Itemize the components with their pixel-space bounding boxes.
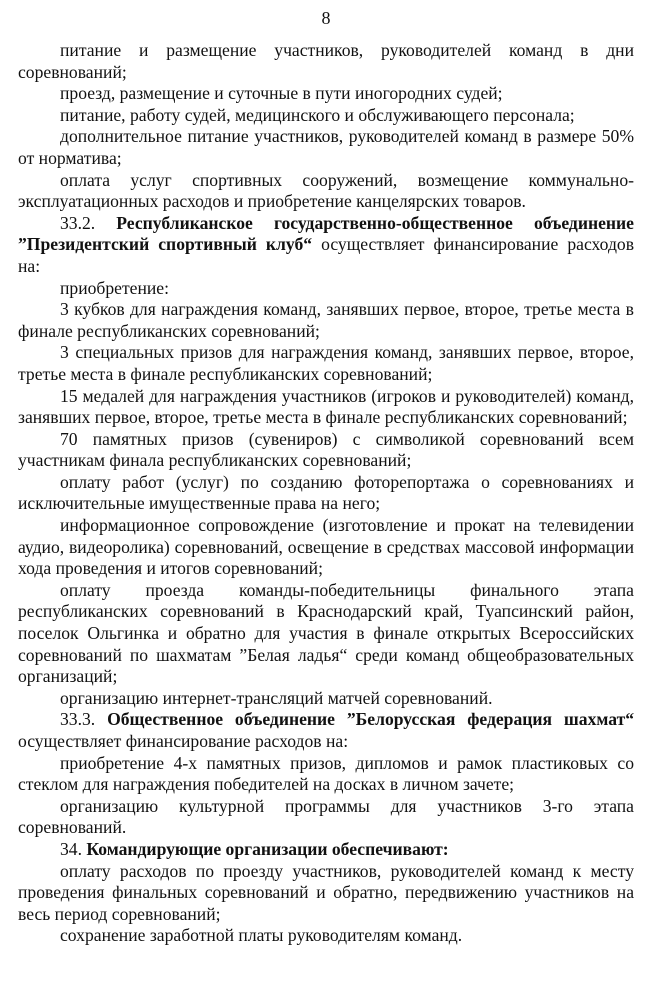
text-span: 33.2. — [60, 212, 117, 233]
text-span: 15 медалей для награждения участников (игроков и руководителей) команд, занявших первое, второе, третье места в финале республиканских соревнований; — [18, 385, 634, 428]
text-span: оплату работ (услуг) по созданию фоторепортажа о соревнованиях и исключительные имущественные права на него; — [18, 471, 634, 514]
paragraph-p7 — [18, 278, 634, 300]
text-span: приобретение 4-х памятных призов, дипломов и рамок пластиковых со стеклом для награждения победителей на досках в личном зачете; — [18, 752, 634, 795]
text-span: информационное сопровождение (изготовление и прокат на телевидении аудио, видеоролика) соревнований, освещение в средствах массовой информации хода проведения и итогов соревнований; — [18, 515, 634, 579]
text-span: сохранение заработной платы руководителям команд. — [60, 925, 463, 946]
paragraph-p19 — [18, 839, 634, 861]
paragraph-p13 — [18, 515, 634, 580]
text-span: оплата услуг спортивных сооружений, возмещение коммунально-эксплуатационных расходов и приобретение канцелярских товаров. — [18, 169, 634, 212]
text-span: 3 кубков для награждения команд, занявших первое, второе, третье места в финале республиканских соревнований; — [18, 299, 634, 341]
text-span: 3 специальных призов для награждения команд, занявших первое, второе, третье места в финале республиканских соревнований; — [18, 342, 634, 384]
paragraph-p20 — [18, 861, 634, 926]
paragraph-p3 — [18, 105, 634, 127]
paragraph-p4 — [18, 126, 634, 169]
text-span: приобретение: — [60, 277, 170, 298]
text-span: дополнительное питание участников, руководителей команд в размере 50% от норматива; — [18, 126, 634, 168]
paragraph-p17 — [18, 753, 634, 796]
text-span: проезд, размещение и суточные в пути иногородних судей; — [60, 83, 503, 104]
text-span: 34. — [60, 838, 87, 859]
text-span: осуществляет финансирование расходов на: — [18, 234, 634, 276]
paragraph-p9 — [18, 342, 634, 385]
bold-text: Общественное объединение ”Белорусская федерация шахмат“ — [107, 709, 635, 730]
paragraph-p11 — [18, 429, 634, 472]
document-body — [18, 40, 634, 947]
paragraph-p14 — [18, 580, 634, 688]
paragraph-p5 — [18, 170, 634, 213]
bold-text: Командирующие организации обеспечивают: — [86, 838, 449, 859]
paragraph-p16 — [18, 709, 634, 752]
paragraph-p15 — [18, 688, 634, 710]
text-span: питание и размещение участников, руководителей команд в дни соревнований; — [18, 40, 634, 82]
paragraph-p21 — [18, 925, 634, 947]
paragraph-p1 — [18, 40, 634, 83]
text-span: организацию интернет-трансляций матчей соревнований. — [60, 687, 493, 708]
text-span: 33.3. — [60, 709, 108, 730]
paragraph-p18 — [18, 796, 634, 839]
paragraph-p6 — [18, 213, 634, 278]
text-span: осуществляет финансирование расходов на: — [18, 731, 349, 751]
text-span: оплату проезда команды-победительницы финального этапа республиканских соревнований в Краснодарский край, Туапсинский район, поселок Ольгинка и обратно для участия в финале открытых Всероссийских соревнований по шахматам ”Белая ладья“ среди команд общеобразовательных организаций; — [18, 579, 634, 687]
paragraph-p2 — [18, 83, 634, 105]
bold-text: Республиканское государственно-общественное объединение ”Президентский спортивный клуб“ — [18, 212, 634, 255]
text-span: оплату расходов по проезду участников, руководителей команд к месту проведения финальных соревнований и обратно, передвижению участников на весь период соревнований; — [18, 860, 634, 924]
paragraph-p12 — [18, 472, 634, 515]
text-span: питание, работу судей, медицинского и обслуживающего персонала; — [60, 104, 575, 125]
text-span: организацию культурной программы для участников 3-го этапа соревнований. — [18, 795, 634, 838]
page-number: 8 — [321, 8, 331, 28]
paragraph-p10 — [18, 386, 634, 429]
text-span: 70 памятных призов (сувениров) с символикой соревнований всем участникам финала республиканских соревнований; — [18, 428, 634, 471]
paragraph-p8 — [18, 299, 634, 342]
